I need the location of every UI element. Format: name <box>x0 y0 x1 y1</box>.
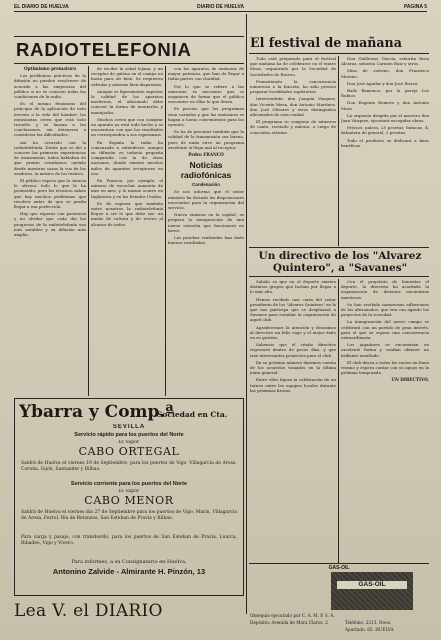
festival-c2-p8: Todo el producto se dedicará a fines benéficos. <box>341 137 429 148</box>
radio-c1-p2: Es el mismo fenómeno del principio de la aplicación de todo invento a la vida del hombre: los entusiastas creen que está todo resuelto y se lanzan a las conclusiones, sin detenerse a considerar las dificultades. <box>14 101 86 138</box>
header-center: DIARIO DE HUELVA <box>196 3 245 10</box>
sports-column-1 <box>250 279 336 561</box>
radio-c1-p1: Los problemas prácticos de la difusión no pueden resolverse de acuerdo a las exigencias del público si no se conocen todas las condiciones de la radio. <box>14 73 86 100</box>
sports-title: Un directivo de los "Alvarez Quintero", a "Savanes" <box>258 250 422 274</box>
festival-c1-p4: El programa se compone de números de canto, recitado y música, a cargo de conocidos artistas. <box>250 119 336 135</box>
sports-c1-p4: Sabemos que el citado directivo regresará dentro de pocos días, y que trae interesantes proyectos para el club. <box>250 342 336 358</box>
festival-c1-p3: Intervendrán: don Joaquín Vázquez, don Vicente Mesa, don Antonio Martínez, don José Olivares y otros distinguidos aficionados de esta ciudad. <box>250 96 336 118</box>
radio-c3-p4: Se ha de procurar también que la calidad de la transmisión sea buena, pues de nada sirve un programa excelente si llega mal al receptor. <box>168 129 244 150</box>
radio-news-sub: Condenación <box>192 182 220 188</box>
festival-c2-p7: Precios: palcos, 25 pesetas; butacas, 4; delantera de general, 2 pesetas. <box>341 125 429 136</box>
header-left: EL DIARIO DE HUELVA <box>14 3 69 10</box>
ybarra-info: Para informes, a su Consignatario en Huelva, <box>71 559 187 565</box>
festival-title: El festival de mañana <box>250 36 402 50</box>
festival-c2-p5: Don Eugenio Romero y don Antonio Mora. <box>341 100 429 111</box>
radio-c3-p1: con los aparatos de emisoras de mayor potencia, que han de llegar a todas partes con claridad. <box>168 66 244 82</box>
ybarra-agent: Antonino Zalvide - Almirante H. Pinzón, 13 <box>52 567 206 576</box>
ybarra-vapor-2: El Vapor <box>118 489 140 494</box>
radio-news-p2: Nueva emisora en la capital; se prepara la inauguración de una nueva estación que funcionará en breve. <box>168 212 244 233</box>
radio-c2-p1: de recibir la señal lejana, y un receptor de galena en el campo no basta para oír bien. Se requieren válvulas y antenas bien dispuestas. <box>91 66 163 87</box>
ybarra-ship-2-text: Saldrá de Huelva el viernes día 27 de Septiembre para los puertos de Vigo, Marín, Villagarcía de Arosa, Ferrol, Ría de Betanzos, San Esteban de Pravia y Bilbao. <box>21 510 237 521</box>
footer-deposit: Depósito: Avenida de Mora Claros, 2 <box>250 620 328 625</box>
festival-c2-p6: La orquesta dirigida por el maestro don Juan Vázquez, ejecutará escogidas obras. <box>341 112 429 124</box>
festival-c2-p3: Don José Aguilar y don José Iborra. <box>347 80 419 86</box>
radio-c2-p3: Muchos creen que con comprar un aparato ya está todo hecho y se encuentran con que los resultados no corresponden a sus esperanzas. <box>91 116 163 138</box>
sports-c2-p5: El club desea a todos los socios un buen verano y espera contar con su apoyo en la próxima temporada. <box>341 359 429 376</box>
ybarra-brand: Ybarra y Comp.ª <box>19 403 174 422</box>
festival-c2-p1: Don Guillermo García, señorita Rosa Alcaraz, señorita Carmen Ruiz y otros. <box>341 56 429 67</box>
ybarra-city: SEVILLA <box>112 424 146 430</box>
ybarra-ship-1: CABO ORTEGAL <box>78 446 180 458</box>
sports-c1-p5: En su próximo número daremos cuenta de los acuerdos tomados en la última junta general. <box>250 359 336 376</box>
sports-c1-p3: Agradecemos la atención y deseamos al directivo un feliz viaje y el mejor éxito en su gestión. <box>250 324 336 341</box>
header-right: PAGINA 5 <box>403 3 427 10</box>
radio-signature: Pedro FRANCO <box>188 152 224 158</box>
sports-column-2 <box>341 279 429 561</box>
sports-c1-p2: Hemos recibido una carta del señor presidente de los "Alvarez Quintero" en la que nos participa que se desplazará a Savanes para estudiar la organización de aquel club. <box>250 296 336 323</box>
ybarra-tag: Sociedad en Cta. <box>157 410 228 419</box>
radio-c2-p2: Aunque es ligeramente superior la calidad de los aparatos modernos, el aficionado debe conocer la forma de montarlos y manejarlos. <box>91 88 163 115</box>
radio-c1-p3: Así ha ocurrido con la radiotelefonía. Desde que se dió a conocer las primeras experiencias de transmisión, todos hablaban de que pronto estaríamos oyendo desde nuestras casas la voz de los oradores, la música de los teatros. <box>14 139 86 176</box>
radio-news-p3: Las pruebas realizadas han dado buenos resultados. <box>168 235 244 246</box>
festival-c2-p2: Misa de estreno, don Francisco Moreno. <box>341 68 429 79</box>
footer-phone: Teléfono, 2213. Noes. <box>345 620 392 625</box>
footer-credits: Obsequio ejecutado por C. A. M. P. S. A. <box>250 613 335 618</box>
footer-slogan: Lea V. el DIARIO <box>14 601 163 621</box>
ybarra-service-2: Servicio corriente para los puertos del Norte <box>70 481 188 487</box>
radio-c2-p6: Es de esperar que también entre nosotros la radiotelefonía llegue a ser lo que debe ser: un medio de cultura y de recreo al alcance de todos. <box>91 200 163 227</box>
radio-c3-p3: Es preciso que los programas sean variados y que las emisiones se hagan a horas convenientes para los oyentes. <box>168 106 244 128</box>
festival-column-1 <box>250 56 336 244</box>
radio-news-title: Noticias radiofónicas <box>180 160 232 181</box>
festival-c1-p1: Todo está preparado para el festival que mañana ha de celebrarse en el teatro Mora, organizado por la Sociedad de Sociedades de Recreo. <box>250 56 336 77</box>
radio-byline: Optimismo prematuro <box>23 66 77 71</box>
radio-news-p1: Se nos informa que el señor ministro ha dictado las disposiciones necesarias para la organización del servicio. <box>168 189 244 211</box>
sports-c2-p2: Se han recibido numerosas adhesiones de los aficionados, que ven con agrado los proyectos de la sociedad. <box>341 301 429 318</box>
sports-c2-p3: La inauguración del nuevo campo se celebrará con un partido de gran interés, para el que se espera una concurrencia extraordinaria. <box>341 319 429 341</box>
radio-column-1 <box>14 66 86 394</box>
ybarra-advertisement <box>14 398 244 596</box>
ybarra-ship-1-text: Saldrá de Huelva el viernes 19 de Septiembre, para los puertos de Vigo, Villagarcía de Arosa, Coruña, Gijón, Santander y Bilbao. <box>21 461 237 472</box>
radio-column-2 <box>91 66 163 394</box>
ybarra-vapor: El Vapor <box>118 440 140 445</box>
gasoil-advert-image <box>331 572 413 610</box>
sports-c2-p1: Con el propósito de fomentar el deporte, la directiva ha acordado la organización de diversos encuentros amistosos. <box>341 279 429 300</box>
sports-c2-p4: Los jugadores se encuentran en excelente forma y confían obtener un brillante resultado. <box>341 342 429 358</box>
sports-c1-p1: Sabido es que en el deporte existen distintos grupos que luchan por llegar a lo más alto. <box>250 279 336 295</box>
radio-c3-p2: Por lo que se refiere a las emisoras, es necesario que se organicen de forma que el público encuentre en ellas lo que desea. <box>168 83 244 105</box>
ybarra-service: Servicio rápido para los puertos del Norte <box>74 432 184 438</box>
radio-c2-p5: En Francia, por ejemplo, el número de escuchas aumenta de mes en mes, y lo mismo ocurre en Inglaterra y en los Estados Unidos. <box>91 178 163 199</box>
festival-c2-p4: Baile flamenco, por la pareja Los Rubios. <box>341 88 429 99</box>
running-header <box>14 2 427 12</box>
ybarra-note: Para carga y pasaje, con transbordo, para los puertos de San Esteban de Pravia, Luarca, Ribadeo, Vigo y Vivero. <box>21 535 237 546</box>
ybarra-ship-2: CABO MENOR <box>84 495 174 507</box>
sports-c1-p6: Entre ellos figura la celebración de un torneo entre los equipos locales durante las próximas fiestas. <box>250 377 336 393</box>
radio-section-title: RADIOTELEFONIA <box>16 40 192 60</box>
gasoil-label: GAS-OIL <box>328 565 350 571</box>
footer-box: Apartado, 85. HUELVA <box>345 627 394 632</box>
festival-column-2 <box>341 56 429 244</box>
radio-c2-p4: En España la radio ha comenzado a extenderse, aunque su difusión es todavía pequeña comparada con la de otras naciones, donde existen muchos miles de aparatos receptores en uso. <box>91 139 163 176</box>
radio-c1-p4: El público espera que la ciencia le ofrezca todo lo que le ha prometido; pero los técnicos saben que hay muchos problemas que resolver antes de que se pueda llegar a esa perfección. <box>14 178 86 210</box>
radio-column-3 <box>168 66 244 396</box>
radio-c1-p5: Hay que esperar con paciencia y no olvidar que cada día los progresos de la radiotelefonía son más notables y su difusión más amplia. <box>14 211 86 238</box>
gasoil-banner: GAS-OIL <box>337 581 407 589</box>
sports-signature: UN DIRECTIVO. <box>391 377 429 383</box>
festival-c1-p2: Prometiendo la concurrencia numerosa a la función, ha sido preciso preparar localidades supletorias. <box>250 78 336 95</box>
